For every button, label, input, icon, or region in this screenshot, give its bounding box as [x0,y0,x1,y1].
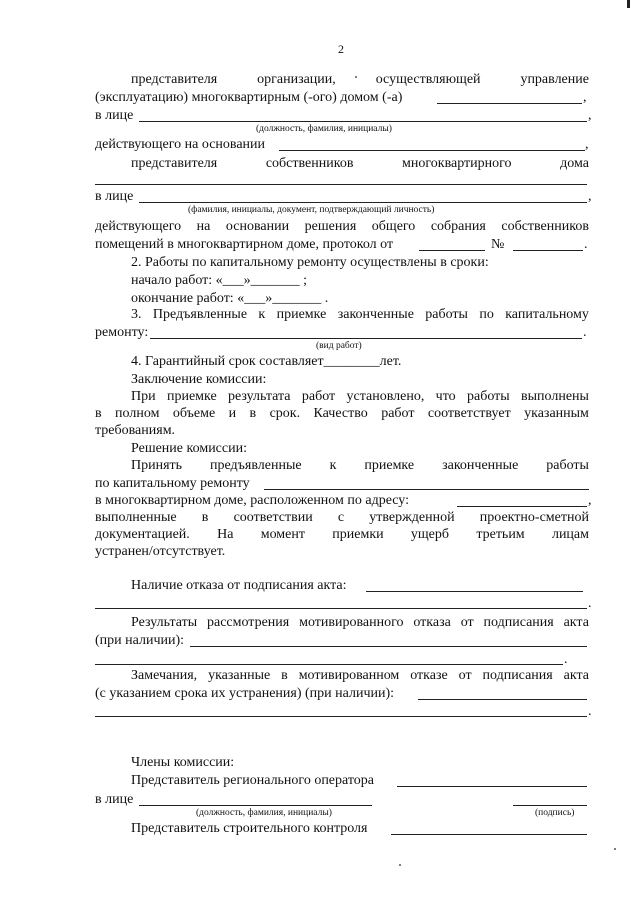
word: полном [115,406,160,421]
word: Качество [313,406,368,421]
word: утвержденной [369,510,455,525]
rep-owners-line1 [131,156,589,172]
rep-org-person-field [139,121,587,122]
decision-line3: в многоквартирном доме, расположенном по адресу: [95,493,410,508]
word: действующего [95,219,182,234]
rep-owners-premises: помещений в многоквартирном доме, протокол от [95,237,394,252]
word: приемке [166,389,217,404]
decision-line6: устранен/отсутствует. [95,544,226,559]
word: капитальному [505,307,589,322]
word: указанные [208,668,271,683]
word: основании [225,219,290,234]
rep-org-caption: (должность, фамилия, инициалы) [256,124,392,134]
rep-org-in-person: в лице [95,108,134,123]
word: по [479,307,494,322]
scan-speck [355,76,357,78]
scan-speck [614,848,616,850]
word: и [228,406,237,421]
decision-address-field [457,506,587,507]
word: мотивированном [298,668,400,683]
member-name-caption: (должность, фамилия, инициалы) [196,808,332,818]
word: подписания [482,668,553,683]
conclusion-title: Заключение комиссии: [131,372,267,387]
rep-org-basis-field [279,150,585,151]
word: работ [301,389,336,404]
word: На [217,527,234,542]
word: от [460,615,474,630]
word: отказа [413,615,451,630]
word: к [258,307,266,322]
word: проектно-сметной [479,510,589,525]
item2-finish: окончание работ: «___»_______ . [131,291,329,306]
members-in-person: в лице [95,792,134,807]
word: решения [304,219,357,234]
decision-repair-field [264,489,589,490]
item3-caption: (вид работ) [316,341,362,351]
word: работ [381,406,415,421]
rep-owners-person-field [139,202,587,203]
conclusion-line3: требованиям. [95,423,176,438]
remarks-line2: (с указанием срока их устранения) (при наличии): [95,686,395,701]
word: работы [425,307,468,322]
word: осуществляющей [375,72,481,87]
word: соответствует [427,406,511,421]
word: многоквартирного [402,156,512,171]
word: в [281,668,288,683]
rep-owners-in-person: в лице [95,189,134,204]
rep-owners-acting [95,219,589,235]
protocol-number-field [513,250,583,251]
word: общего [371,219,416,234]
construction-control-label: Представитель строительного контроля [131,821,368,836]
member-name-field [139,805,372,806]
word: подписания [483,615,554,630]
word: приемки [332,527,384,542]
results-line1 [131,615,589,631]
word: акта [563,668,589,683]
remarks-field [418,699,587,700]
word: установлено, [346,389,425,404]
word: представителя [131,156,218,171]
results-field [190,646,587,647]
page-number: 2 [338,42,344,56]
results-field-2 [95,664,563,665]
word: соответствии [233,510,313,525]
word: момент [260,527,305,542]
word: При [131,389,156,404]
word: дома [560,156,589,171]
word: собрания [430,219,486,234]
word: Результаты [131,615,198,630]
word: документацией. [95,527,190,542]
conclusion-line2 [95,406,589,422]
decision-title: Решение комиссии: [131,441,247,456]
word: организации, [257,72,336,87]
word: результата [228,389,291,404]
rep-org-line2: (эксплуатацию) многоквартирным (-ого) домом (-а) [95,90,403,105]
word: Принять [131,458,183,473]
rep-org-line1 [131,72,589,88]
rep-org-acting: действующего на основании [95,137,266,152]
word: выполненные [95,510,177,525]
decision-line2: по капитальному ремонту [95,476,250,491]
word: работы [546,458,589,473]
word: в [95,406,102,421]
refusal-field [366,591,583,592]
word: рассмотрения [206,615,290,630]
regional-operator-label: Представитель регионального оператора [131,773,375,788]
scan-mark [627,0,630,8]
refusal-label: Наличие отказа от подписания акта: [131,578,347,593]
item3-work-type-field [150,338,582,339]
word: в [201,510,209,525]
word: управление [520,72,589,87]
word: третьим [476,527,525,542]
word: собственников [501,219,589,234]
word: представителя [131,72,218,87]
word: акта [563,615,589,630]
word: от [458,668,472,683]
word: отказе [410,668,448,683]
item3-line1 [131,307,589,323]
regional-operator-field [397,786,587,787]
document-page: 2 представителя организации, осуществляющей управление (эксплуатацию) многоквартирным (-ого) домом (-а) , в лице , (должность, фамилия, инициалы) действующего на основании , представителя собственников многоквартирного дома в лице , (фамилия, инициалы, документ, подтверждающий личность) действующего на основании решения общего собрания собственников помещений в многоквартирном доме, протокол от № . 2. Работы по капитальному ремонту осуществлены в сроки: начало работ: «___»_______ ; окончание работ: «___»_______ . 3. Предъявленные к приемке законченные работы по капитальному ремонту: . (вид работ) 4. Гарантийный срок составляет________лет. Заключение комиссии: При приемке результата работ установлено, что работы выполнены в полном объеме и в срок. Качество работ соответствует указанным требованиям. Решение комиссии: Принять предъявленные к приемке законченные работы по капитальному ремонту в многоквартирном доме, расположенном по адресу: , выполненные в соответствии с утвержденной проектно-сметной документацией. На момент приемки ущерб третьим лицам устранен/отсутствует. Наличие отказа от подписания акта: . Результаты рассмотрения мотивированного отказа от подписания акта (при наличии): . Замечания, указанные в мотивированном отказе от подписания акта (с указанием срока их устранения) (при наличии): . Члены комиссии: Представитель регионального оператора в лице (должность, фамилия, инициалы) (подпись) Представитель строительного контроля [0,0,634,905]
results-line2: (при наличии): [95,633,185,648]
word: к [329,458,337,473]
decision-line1 [131,458,589,474]
word: в [249,406,257,421]
word: указанным [524,406,589,421]
item3-line2: ремонту: [95,325,149,340]
refusal-field-2 [95,608,587,609]
remarks-line1 [131,668,589,684]
word: срок. [269,406,301,421]
remarks-field-2 [95,716,587,717]
word: Замечания, [131,668,198,683]
word: объеме [172,406,216,421]
word: мотивированного [299,615,404,630]
construction-control-field [391,834,587,835]
decision-line5 [95,527,589,543]
rep-owners-blank-line [95,184,587,185]
decision-line4 [95,510,589,526]
word: предъявленные [210,458,302,473]
word: 3. [131,307,142,322]
word: приемке [276,307,327,322]
rep-org-blank [437,103,582,104]
word: выполнены [521,389,589,404]
word: работы [467,389,510,404]
word: с [337,510,345,525]
word: приемке [364,458,415,473]
word: лицам [551,527,589,542]
protocol-date-field [419,250,485,251]
word: законченные [337,307,414,322]
word: что [435,389,456,404]
word: собственников [265,156,354,171]
member-signature-caption: (подпись) [535,808,575,818]
word: Предъявленные [152,307,248,322]
word: на [196,219,211,234]
rep-owners-caption: (фамилия, инициалы, документ, подтверждающий личность) [188,205,435,215]
members-title: Члены комиссии: [131,755,235,770]
word: ущерб [410,527,450,542]
item2-start: начало работ: «___»_______ ; [131,273,308,288]
word: законченные [442,458,519,473]
scan-speck [399,864,401,866]
item2-title: 2. Работы по капитальному ремонту осуществлены в сроки: [131,255,489,270]
member-signature-field [513,805,587,806]
item4-warranty: 4. Гарантийный срок составляет________лет. [131,354,402,369]
conclusion-line1 [131,389,589,405]
